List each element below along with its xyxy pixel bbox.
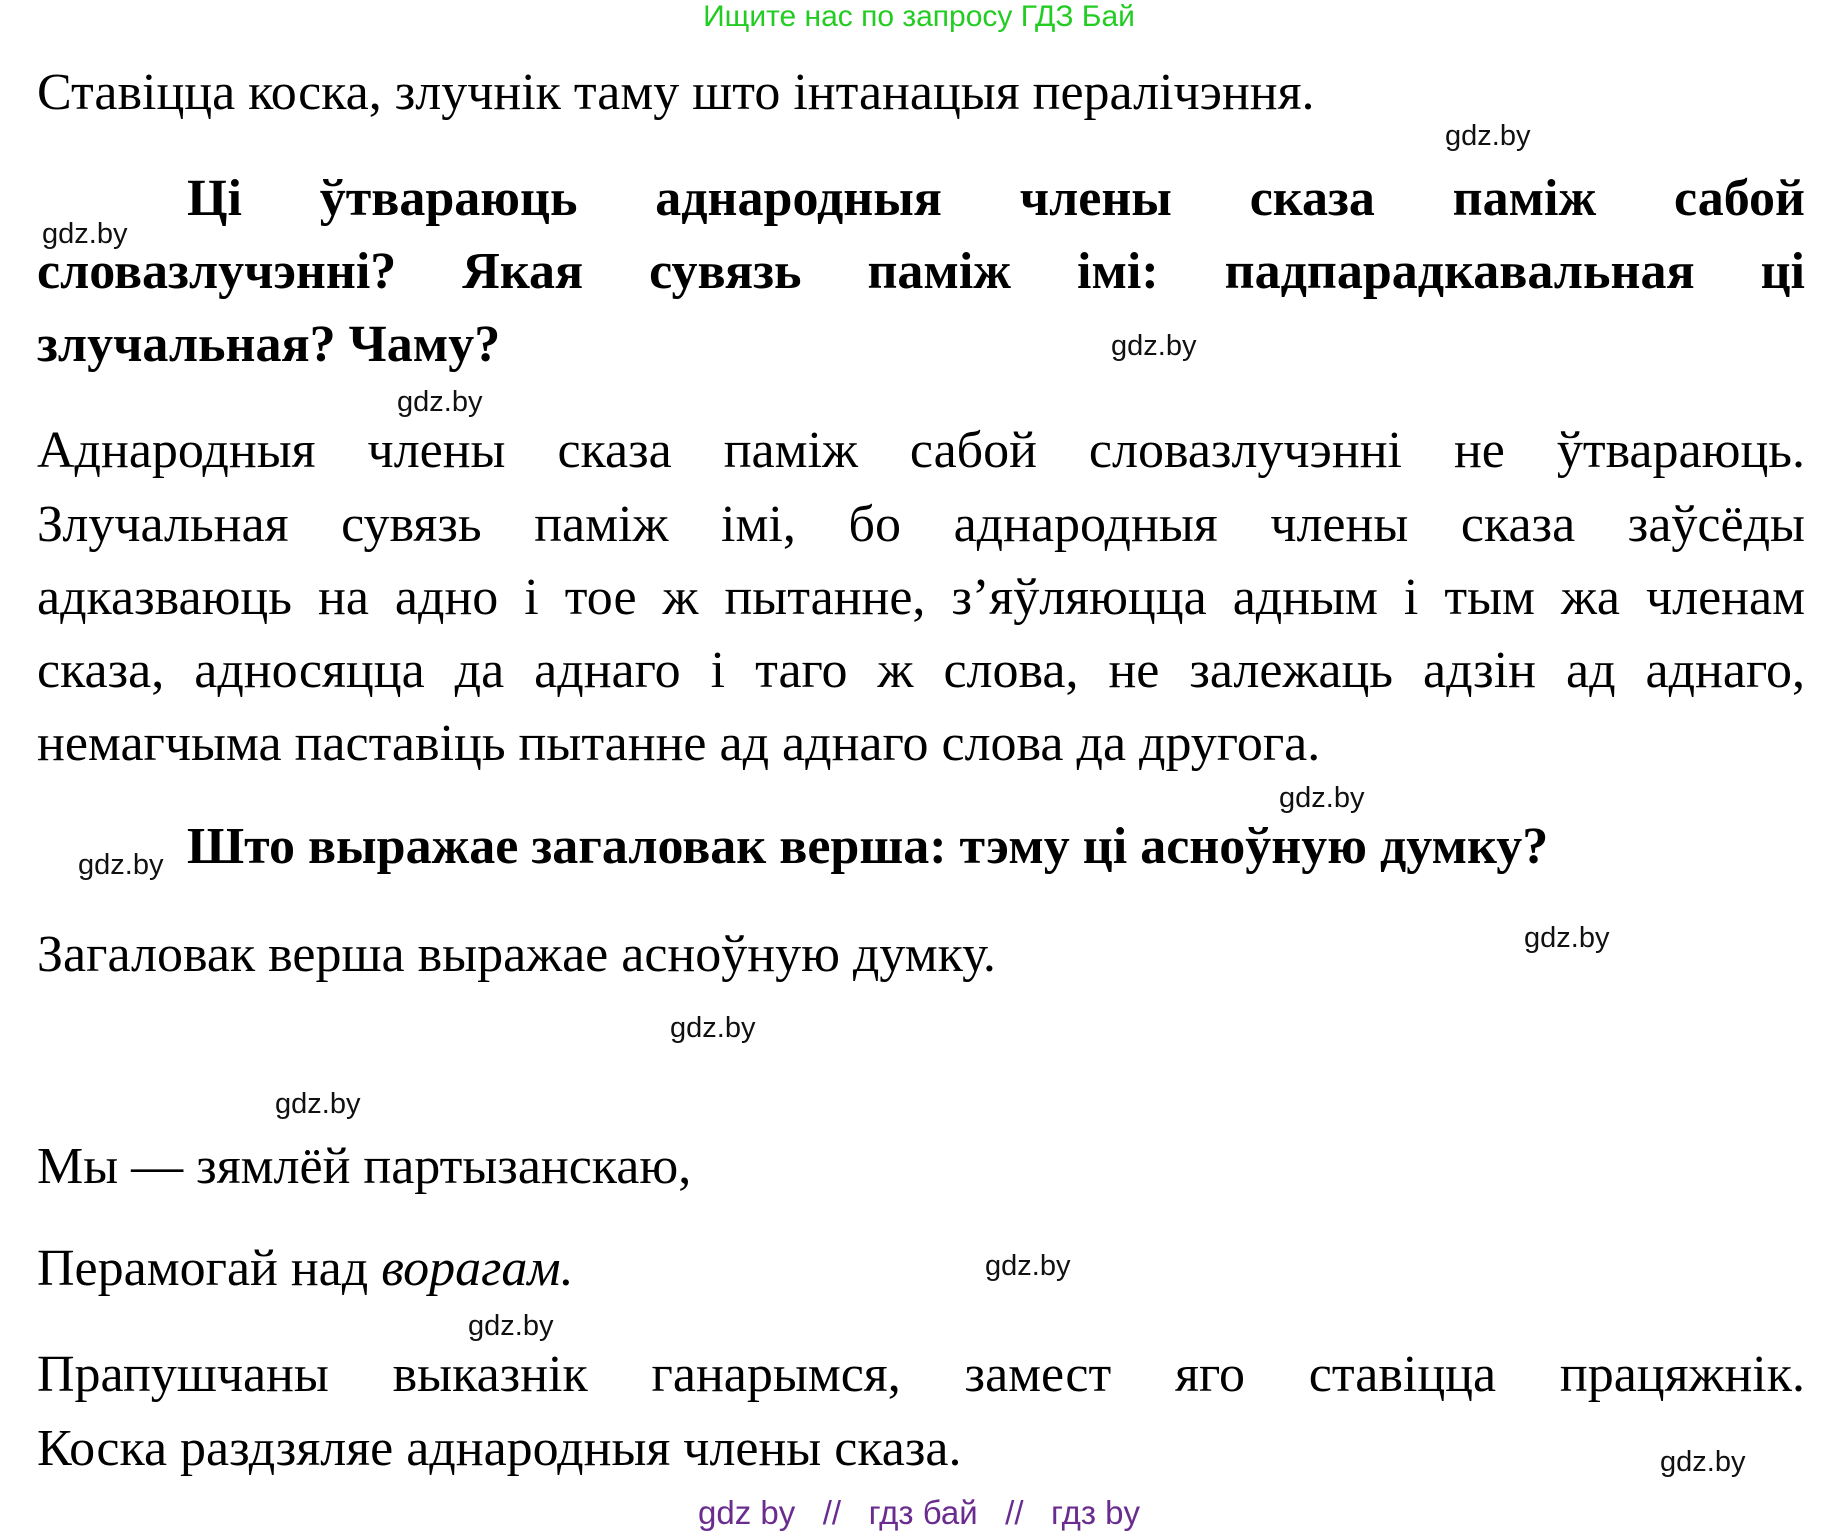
top-banner: Ищите нас по запросу ГДЗ Бай bbox=[703, 0, 1135, 33]
answer-2-line-2: Злучальная сувязь паміж імі, бо аднародныя члены сказа заўсёды bbox=[37, 496, 1805, 553]
answer-2-line-1: Аднародныя члены сказа паміж сабой словазлучэнні не ўтвараюць. bbox=[37, 422, 1805, 479]
watermark: gdz.by bbox=[1445, 120, 1531, 152]
bottom-banner bbox=[0, 1494, 1838, 1532]
watermark: gdz.by bbox=[1279, 782, 1365, 814]
footer-link-gdz-by-cyr[interactable]: гдз by bbox=[1051, 1494, 1140, 1531]
footer-link-gdz-bai[interactable]: гдз бай bbox=[868, 1494, 978, 1531]
answer-2-line-5: немагчыма паставіць пытанне ад аднаго слова да другога. bbox=[37, 715, 1321, 772]
answer-4-line-2: Коска раздзяляе аднародныя члены сказа. bbox=[37, 1420, 962, 1477]
watermark: gdz.by bbox=[397, 386, 483, 418]
answer-1-line: Ставіцца коска, злучнік таму што інтанацыя пералічэння. bbox=[37, 64, 1315, 121]
watermark: gdz.by bbox=[42, 218, 128, 250]
question-3-line: Што выражае загаловак верша: тэму ці асноўную думку? bbox=[187, 818, 1549, 875]
watermark: gdz.by bbox=[275, 1088, 361, 1120]
answer-2-line-4: сказа, адносяцца да аднаго і таго ж слова, не залежаць адзін ад аднаго, bbox=[37, 642, 1805, 699]
question-2-line-1: Ці ўтвараюць аднародныя члены сказа паміж сабой bbox=[187, 170, 1805, 227]
footer-link-gdz-by[interactable]: gdz by bbox=[698, 1494, 796, 1531]
watermark: gdz.by bbox=[78, 849, 164, 881]
watermark: gdz.by bbox=[670, 1012, 756, 1044]
answer-4-line-1: Прапушчаны выказнік ганарымся, замест яго ставіцца працяжнік. bbox=[37, 1346, 1805, 1403]
watermark: gdz.by bbox=[468, 1310, 554, 1342]
poem-italic-word: ворагам. bbox=[381, 1240, 574, 1297]
footer-separator: // bbox=[1005, 1494, 1024, 1531]
answer-2-line-3: адказваюць на адно і тое ж пытанне, з’яўляюцца адным і тым жа членам bbox=[37, 569, 1805, 626]
watermark: gdz.by bbox=[1660, 1446, 1746, 1478]
poem-line-2-text: Перамогай над bbox=[37, 1240, 382, 1297]
watermark: gdz.by bbox=[1111, 330, 1197, 362]
watermark: gdz.by bbox=[985, 1250, 1071, 1282]
question-2-line-2: словазлучэнні? Якая сувязь паміж імі: падпарадкавальная ці bbox=[37, 243, 1805, 300]
question-2-line-3: злучальная? Чаму? bbox=[37, 316, 501, 373]
poem-line-1: Мы — зямлёй партызанскаю, bbox=[37, 1138, 692, 1195]
answer-3-line: Загаловак верша выражае асноўную думку. bbox=[37, 926, 996, 983]
footer-separator: // bbox=[822, 1494, 842, 1531]
poem-line-2 bbox=[37, 1232, 1805, 1306]
watermark: gdz.by bbox=[1524, 922, 1610, 954]
